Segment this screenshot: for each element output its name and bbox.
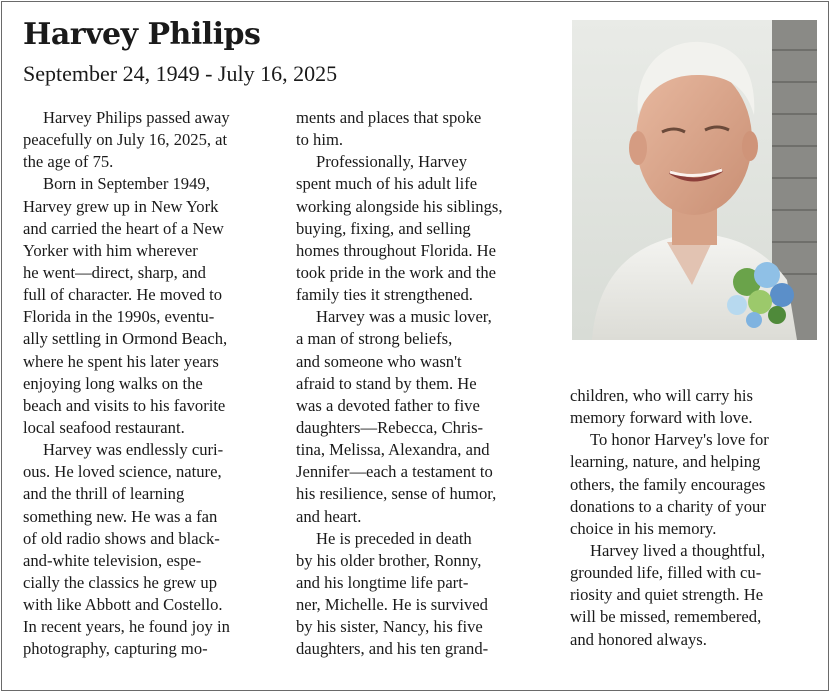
text-line: To honor Harvey's love for bbox=[590, 430, 769, 450]
text-line: and heart. bbox=[296, 506, 362, 526]
text-line: local seafood restaurant. bbox=[23, 417, 185, 437]
text-line: where he spent his later years bbox=[23, 351, 219, 371]
text-line: Harvey grew up in New York bbox=[23, 196, 219, 216]
text-line: and the thrill of learning bbox=[23, 484, 185, 504]
text-line: children, who will carry his bbox=[570, 386, 753, 405]
text-line: Yorker with him wherever bbox=[23, 240, 198, 260]
text-line: riosity and quiet strength. He bbox=[570, 585, 764, 605]
text-line: and honored always. bbox=[570, 629, 707, 649]
text-line: homes throughout Florida. He bbox=[296, 240, 497, 260]
text-line: with like Abbott and Costello. bbox=[23, 595, 223, 615]
text-line: was a devoted father to five bbox=[296, 395, 480, 415]
text-line: In recent years, he found joy in bbox=[23, 617, 230, 637]
text-line: peacefully on July 16, 2025, at bbox=[23, 130, 228, 150]
text-line: learning, nature, and helping bbox=[570, 452, 761, 472]
text-line: and-white television, espe- bbox=[23, 550, 202, 570]
text-line: and his longtime life part- bbox=[296, 572, 469, 592]
text-column-2 bbox=[296, 107, 558, 661]
text-line: ner, Michelle. He is survived bbox=[296, 595, 488, 615]
text-line: Harvey was endlessly curi- bbox=[43, 440, 224, 460]
text-line: photography, capturing mo- bbox=[23, 639, 208, 659]
text-line: daughters, and his ten grand- bbox=[296, 639, 489, 659]
text-line: others, the family encourages bbox=[570, 474, 766, 494]
text-line: He is preceded in death bbox=[316, 528, 472, 548]
text-line: donations to a charity of your bbox=[570, 496, 766, 516]
text-line: buying, fixing, and selling bbox=[296, 218, 471, 238]
text-line: by his older brother, Ronny, bbox=[296, 550, 482, 570]
text-line: memory forward with love. bbox=[570, 408, 753, 428]
text-line: ally settling in Ormond Beach, bbox=[23, 329, 228, 349]
text-line: and someone who wasn't bbox=[296, 351, 462, 371]
text-line: he went—direct, sharp, and bbox=[23, 262, 206, 282]
text-line: spent much of his adult life bbox=[296, 174, 478, 194]
text-line: family ties it strengthened. bbox=[296, 285, 473, 305]
text-line: Harvey lived a thoughtful, bbox=[590, 540, 766, 560]
text-line: his resilience, sense of humor, bbox=[296, 484, 497, 504]
text-column-3 bbox=[570, 385, 820, 651]
text-line: a man of strong beliefs, bbox=[296, 329, 453, 349]
text-line: beach and visits to his favorite bbox=[23, 395, 226, 415]
portrait-photo bbox=[572, 20, 817, 340]
text-line: working alongside his siblings, bbox=[296, 196, 503, 216]
text-line: Professionally, Harvey bbox=[316, 152, 467, 172]
obituary-name: Harvey Philips bbox=[23, 17, 261, 52]
text-line: to him. bbox=[296, 130, 344, 150]
text-line: daughters—Rebecca, Chris- bbox=[296, 417, 484, 437]
obituary-dates: September 24, 1949 - July 16, 2025 bbox=[23, 61, 338, 86]
text-line: ments and places that spoke bbox=[296, 108, 482, 127]
text-line: full of character. He moved to bbox=[23, 285, 223, 305]
text-line: grounded life, filled with cu- bbox=[570, 563, 762, 583]
text-line: of old radio shows and black- bbox=[23, 528, 220, 548]
text-line: cially the classics he grew up bbox=[23, 572, 217, 592]
text-line: took pride in the work and the bbox=[296, 262, 497, 282]
text-line: ous. He loved science, nature, bbox=[23, 462, 222, 482]
text-line: and carried the heart of a New bbox=[23, 218, 224, 238]
text-line: something new. He was a fan bbox=[23, 506, 218, 526]
text-line: tina, Melissa, Alexandra, and bbox=[296, 440, 490, 460]
text-line: afraid to stand by them. He bbox=[296, 373, 477, 393]
text-line: Harvey was a music lover, bbox=[316, 307, 492, 327]
obituary-notice bbox=[1, 1, 829, 691]
text-line: Jennifer—each a testament to bbox=[296, 462, 493, 482]
text-line: the age of 75. bbox=[23, 152, 114, 172]
text-line: Harvey Philips passed away bbox=[43, 108, 230, 127]
text-column-1 bbox=[23, 107, 285, 661]
text-line: will be missed, remembered, bbox=[570, 607, 762, 627]
text-line: enjoying long walks on the bbox=[23, 373, 203, 393]
text-line: by his sister, Nancy, his five bbox=[296, 617, 483, 637]
text-line: Florida in the 1990s, eventu- bbox=[23, 307, 215, 327]
text-line: choice in his memory. bbox=[570, 518, 717, 538]
text-line: Born in September 1949, bbox=[43, 174, 210, 194]
